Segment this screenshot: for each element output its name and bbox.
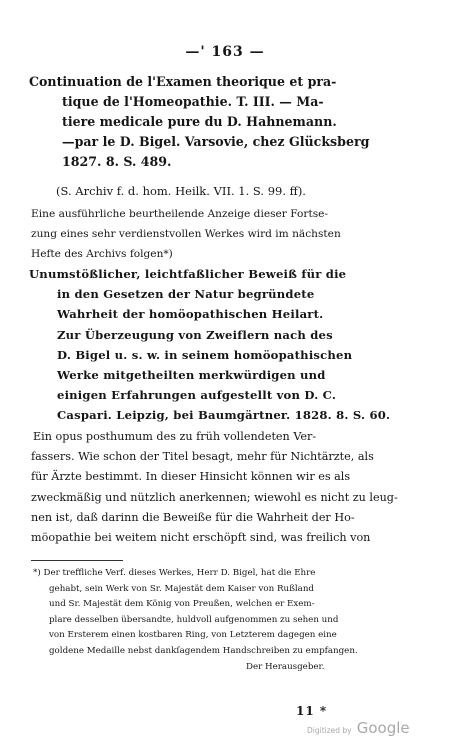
printer-signature-mark: 11 * <box>296 704 328 718</box>
entry2-line-6: Werke mitgetheilten merkwürdigen und <box>57 368 326 383</box>
footnote-line-4: plare desselben übersandte, huldvoll aufgenommen zu sehen und <box>49 614 339 625</box>
source-reference: (S. Archiv f. d. hom. Heilk. VII. 1. S. 99. ff). <box>56 184 306 198</box>
entry2-line-4: Zur Überzeugung von Zweiflern nach des <box>57 327 333 342</box>
footnote-signature: Der Herausgeber. <box>246 661 325 672</box>
footnote-line-6: goldene Medaille nebst dankſagendem Handschreiben zu empfangen. <box>49 645 358 656</box>
entry1-line-1: Continuation de l'Examen theorique et pra- <box>29 74 337 89</box>
main-paragraph-line-3: für Ärzte bestimmt. In dieser Hinsicht können wir es als <box>31 470 351 484</box>
footnote <box>33 566 395 675</box>
google-logo: Google <box>356 719 410 737</box>
entry2-line-3: Wahrheit der homöopathischen Heilart. <box>57 307 324 322</box>
main-paragraph-line-4: zweckmäßig und nützlich anerkennen; wiewohl es nicht zu leug- <box>31 490 398 504</box>
digitization-watermark <box>307 718 410 737</box>
entry2-line-2: in den Gesetzen der Natur begründete <box>57 287 315 302</box>
bibliographic-entry-1 <box>29 72 389 172</box>
bibliographic-entry-2 <box>29 264 399 426</box>
watermark-prefix: Digitized by <box>307 726 352 735</box>
footnote-line-1: *) Der treffliche Verf. dieses Werkes, Herr D. Bigel, hat die Ehre <box>33 568 316 578</box>
review-note-line-1: Eine ausführliche beurtheilende Anzeige dieser Fortse- <box>31 208 328 220</box>
entry2-line-1: Unumstößlicher, leichtfaßlicher Beweiß für die <box>29 267 347 281</box>
review-note-line-3: Hefte des Archivs folgen*) <box>31 248 173 260</box>
main-paragraph-line-6: möopathie bei weitem nicht erschöpft sind, was freilich von <box>31 531 371 545</box>
main-paragraph-line-5: nen ist, daß darinn die Beweiße für die Wahrheit der Ho- <box>31 510 355 524</box>
entry2-line-5: D. Bigel u. s. w. in seinem homöopathischen <box>57 347 353 362</box>
footnote-line-5: von Ersterem einen kostbaren Ring, von Letzterem dagegen eine <box>49 630 337 641</box>
entry1-line-5: 1827. 8. S. 489. <box>62 154 172 169</box>
footnote-divider <box>31 560 123 561</box>
entry1-line-2: tique de l'Homeopathie. T. III. — Ma- <box>62 94 324 109</box>
entry1-line-3: tiere medicale pure du D. Hahnemann. <box>62 114 337 129</box>
review-note <box>31 204 393 264</box>
page-header: —' 163 — <box>185 44 265 60</box>
main-paragraph-line-1: Ein opus posthumum des zu früh vollendeten Ver- <box>33 430 317 443</box>
footnote-line-3: und Sr. Majestät dem König von Preußen, welchen er Exem- <box>49 599 315 610</box>
footnote-line-2: gehabt, sein Werk von Sr. Majestät dem Kaiser von Rußland <box>49 583 314 594</box>
review-note-line-2: zung eines sehr verdienstvollen Werkes wird im nächsten <box>31 228 341 240</box>
main-paragraph-line-2: fassers. Wie schon der Titel besagt, mehr für Nichtärzte, als <box>31 450 374 464</box>
entry2-line-8: Caspari. Leipzig, bei Baumgärtner. 1828. 8. S. 60. <box>57 408 391 423</box>
entry1-line-4: —par le D. Bigel. Varsovie, chez Glücksberg <box>62 134 370 149</box>
entry2-line-7: einigen Erfahrungen aufgestellt von D. C. <box>57 388 337 403</box>
main-paragraph <box>31 427 396 548</box>
